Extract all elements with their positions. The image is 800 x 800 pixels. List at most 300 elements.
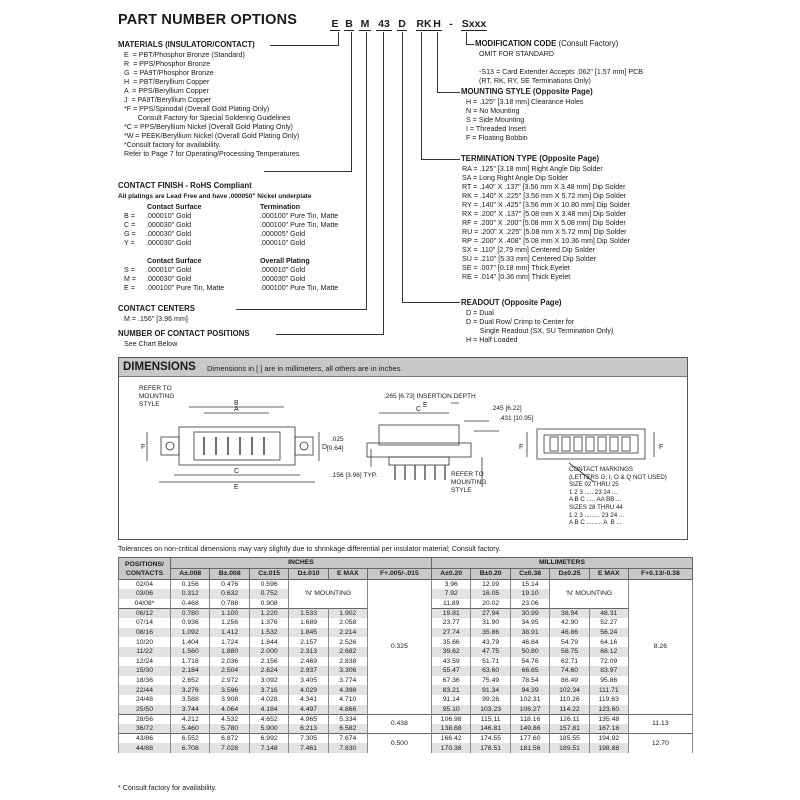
leader-line — [264, 171, 352, 172]
table-column-header: A±0.20 — [431, 569, 470, 580]
finish-cell: .000100" Pure Tin, Matte — [260, 284, 339, 292]
inch-cell: 2.156 — [249, 657, 288, 667]
part-number-example — [330, 18, 487, 38]
inch-cell: 2.157 — [289, 637, 328, 647]
material-option: E = PBT/Phosphor Bronze (Standard) — [124, 51, 245, 59]
inch-cell: 2.624 — [249, 666, 288, 676]
dim-064-label: [0.64] — [327, 445, 344, 452]
mm-cell: 167.18 — [589, 724, 628, 734]
f-inch-cell: 0.500 — [367, 734, 431, 753]
inch-cell: 0.788 — [210, 599, 249, 609]
table-column-header: D±0.25 — [550, 569, 589, 580]
finish-cell: .000030" Gold — [146, 275, 192, 283]
finish-cell: M = — [124, 275, 137, 283]
material-option: *C = PPS/Beryllium Nickel (Overall Gold Plating Only) — [124, 123, 293, 131]
mm-cell: 46.86 — [550, 628, 589, 638]
finish-cell: .000005" Gold — [260, 230, 306, 238]
inch-cell: 2.184 — [171, 666, 210, 676]
inch-cell: 0.156 — [171, 580, 210, 590]
finish-cell: C = — [124, 221, 136, 229]
inch-cell: 7.674 — [328, 734, 367, 744]
inch-cell: 3.276 — [171, 685, 210, 695]
mm-cell: 115.11 — [471, 714, 510, 724]
inch-cell: 2.469 — [289, 657, 328, 667]
table-column-header: F+.005/-.015 — [367, 569, 431, 580]
finish-cell: S = — [124, 266, 135, 274]
positions-cell: 03/06 — [119, 589, 171, 599]
inch-cell: 1.716 — [171, 657, 210, 667]
mm-cell: 68.12 — [589, 647, 628, 657]
positions-cell: 15/30 — [119, 666, 171, 676]
mm-cell: 63.60 — [471, 666, 510, 676]
termination-option: RX = .200" X .137" [5.08 mm X 3.48 mm] Dip Solder — [462, 210, 627, 218]
mm-cell: 7.92 — [431, 589, 470, 599]
col-millimeters: MILLIMETERS — [431, 558, 692, 569]
dimensions-panel — [118, 357, 688, 540]
mm-cell: 149.86 — [510, 724, 549, 734]
dimensions-header — [119, 358, 687, 377]
termination-option: SE = .007" [0.18 mm] Thick Eyelet — [462, 264, 570, 272]
dim-245-label: .245 [6.22] — [491, 405, 522, 412]
positions-heading: NUMBER OF CONTACT POSITIONS — [118, 329, 250, 338]
finish-cell: Y = — [124, 239, 135, 247]
termination-option: RF = .200" X .200" [5.08 mm X 5.08 mm] Dip Solder — [462, 219, 626, 227]
mm-cell: 46.84 — [510, 637, 549, 647]
part-number-segment: RK — [416, 18, 432, 30]
inch-cell: 7.148 — [249, 743, 288, 753]
dim-025-label: .025 — [331, 436, 344, 443]
inch-cell: 1.844 — [249, 637, 288, 647]
mounting-heading: MOUNTING STYLE (Opposite Page) — [461, 87, 593, 96]
inch-cell: 1.724 — [210, 637, 249, 647]
tolerance-note: Tolerances on non-critical dimensions may vary slightly due to shrinkage differential per insulator material; Consult factory. — [118, 545, 501, 553]
termination-option: SA = Long Right Angle Dip Solder — [462, 174, 569, 182]
modification-list — [479, 50, 643, 86]
inch-cell: 6.992 — [249, 734, 288, 744]
termination-list — [462, 165, 630, 282]
inch-cell: 1.092 — [171, 628, 210, 638]
mm-cell: 31.90 — [471, 618, 510, 628]
f-inch-cell: 0.438 — [367, 714, 431, 733]
mm-cell: 54.76 — [510, 657, 549, 667]
mm-cell: 55.47 — [431, 666, 470, 676]
inch-cell: 1.560 — [171, 647, 210, 657]
inch-cell: 0.312 — [171, 589, 210, 599]
col-inches: INCHES — [171, 558, 432, 569]
leader-line — [338, 32, 339, 46]
f-inch-cell: 0.325 — [367, 580, 431, 715]
inch-cell: 3.588 — [171, 695, 210, 705]
leader-line — [402, 32, 403, 303]
leader-line — [351, 32, 352, 172]
positions-cell: 08/16 — [119, 628, 171, 638]
inch-cell: 4.532 — [210, 714, 249, 724]
finish-cell: .000030" Gold — [260, 275, 306, 283]
part-number-segment: B — [345, 18, 353, 30]
table-column-header: C±0.38 — [510, 569, 549, 580]
mm-cell: 56.24 — [589, 628, 628, 638]
inch-cell: 5.780 — [210, 724, 249, 734]
mm-cell: 106.98 — [431, 714, 470, 724]
inch-cell: 1.220 — [249, 609, 288, 619]
mm-cell: 135.48 — [589, 714, 628, 724]
termination-option: SX = .110" [2.79 mm] Centered Dip Solder — [462, 246, 596, 254]
mm-cell: 91.34 — [471, 685, 510, 695]
readout-option: D = Dual — [466, 309, 494, 317]
inch-cell: 6.872 — [210, 734, 249, 744]
mm-cell: 58.75 — [550, 647, 589, 657]
inch-cell: 6.552 — [171, 734, 210, 744]
f-mm-cell: 8.26 — [628, 580, 692, 715]
inch-cell: 7.305 — [289, 734, 328, 744]
finish-col-overall: Overall Plating — [260, 257, 310, 265]
mm-cell: 138.68 — [431, 724, 470, 734]
inch-cell: 2.214 — [328, 628, 367, 638]
dim-label-f: F — [141, 444, 146, 451]
material-option: Consult Factory for Special Soldering Guidelines — [124, 114, 291, 122]
inch-cell: 1.845 — [289, 628, 328, 638]
mm-cell: 67.36 — [431, 676, 470, 686]
mm-cell: 123.60 — [589, 705, 628, 715]
mm-cell: 50.80 — [510, 647, 549, 657]
mm-cell: 34.95 — [510, 618, 549, 628]
inch-cell: 3.774 — [328, 676, 367, 686]
finish-note: All platings are Lead Free and have .000050" Nickel underplate — [118, 193, 312, 200]
termination-option: RT = .140" X .137" [3.56 mm X 3.48 mm] Dip Solder — [462, 183, 626, 191]
positions-cell: 12/24 — [119, 657, 171, 667]
mm-cell: 51.71 — [471, 657, 510, 667]
finish-cell: .000100" Pure Tin, Matte — [260, 212, 339, 220]
dim-label-f-end-2: F — [659, 444, 664, 451]
inch-cell: 4.398 — [328, 685, 367, 695]
dimensions-subtitle: Dimensions in [ ] are in millimeters, all others are in inches. — [207, 364, 403, 373]
table-column-header: C±.015 — [249, 569, 288, 580]
mounting-option: S = Side Mounting — [466, 116, 525, 124]
finish-cell: .000100" Pure Tin, Matte — [146, 284, 225, 292]
inch-cell: 5.334 — [328, 714, 367, 724]
leader-line — [421, 32, 422, 160]
mm-cell: 27.74 — [431, 628, 470, 638]
insertion-depth-label: .265 [6.73] INSERTION DEPTH — [384, 393, 476, 400]
part-number-segment: 43 — [376, 18, 392, 31]
material-option: *W = PEEK/Beryllium Nickel (Overall Gold Plating Only) — [124, 132, 300, 140]
inch-cell: 2.682 — [328, 647, 367, 657]
material-option: R = PPS/Phosphor Bronze — [124, 60, 211, 68]
readout-option: Single Readout (SX, SU Termination Only) — [466, 327, 614, 335]
inch-cell: 3.092 — [249, 676, 288, 686]
modification-option: -S13 = Card Extender Accepts .062" [1.57 mm] PCB — [479, 68, 643, 76]
inch-cell: 2.313 — [289, 647, 328, 657]
finish-cell: .000030" Gold — [146, 221, 192, 229]
inch-cell: 4.965 — [289, 714, 328, 724]
finish-cell: .000010" Gold — [260, 266, 306, 274]
dim-431-label: .431 [10.95] — [499, 415, 534, 422]
dimensions-table — [118, 557, 693, 753]
positions-cell: 07/14 — [119, 618, 171, 628]
part-number-segment: H — [433, 18, 441, 30]
table-row — [119, 714, 693, 724]
inch-cell: 6.213 — [289, 724, 328, 734]
f-mm-cell: 11.13 — [628, 714, 692, 733]
mm-cell: 19.10 — [510, 589, 549, 599]
positions-cell: 28/56 — [119, 714, 171, 724]
inch-cell: 1.404 — [171, 637, 210, 647]
dimensions-title: DIMENSIONS — [123, 361, 196, 373]
finish-col-contact-2: Contact Surface — [147, 257, 202, 265]
mm-cell: 166.42 — [431, 734, 470, 744]
mm-cell: 157.81 — [550, 724, 589, 734]
mm-cell: 3.96 — [431, 580, 470, 590]
mm-cell: 75.49 — [471, 676, 510, 686]
mounting-option: H = .125" [3.18 mm] Clearance Holes — [466, 98, 584, 106]
finish-cell: .000030" Gold — [146, 230, 192, 238]
mm-cell: 118.16 — [510, 714, 549, 724]
mm-cell: 64.16 — [589, 637, 628, 647]
page-title: PART NUMBER OPTIONS — [118, 12, 298, 28]
positions-cell: 43/86 — [119, 734, 171, 744]
mm-cell: 95.10 — [431, 705, 470, 715]
mm-cell: 23.06 — [510, 599, 549, 609]
mm-cell: 103.23 — [471, 705, 510, 715]
finish-cell: .000030" Gold — [146, 239, 192, 247]
inch-cell: 0.752 — [249, 589, 288, 599]
mm-cell: 178.51 — [471, 743, 510, 753]
mm-cell: 102.31 — [510, 695, 549, 705]
inch-cell: 7.461 — [289, 743, 328, 753]
mm-cell: 83.21 — [431, 685, 470, 695]
readout-list — [466, 309, 613, 345]
inch-cell: 3.908 — [210, 695, 249, 705]
modification-option — [479, 59, 643, 68]
contact-markings-label: CONTACT MARKINGS (LETTERS G, I, O & Q NOT USED) SIZE 02 THRU 25 1 2 3 ..... 23 24 ... A B C ..... AA BB ... SIZES 28 THRU 44 1 2 3 ......... 23 24 ... A B C ......... A B ... — [569, 466, 667, 527]
material-option: H = PBT/Beryllium Copper — [124, 78, 210, 86]
refer-mounting-label-1: REFER TO MOUNTING STYLE — [139, 385, 175, 408]
inch-cell: 3.306 — [328, 666, 367, 676]
inch-cell: 4.652 — [249, 714, 288, 724]
mm-cell: 12.09 — [471, 580, 510, 590]
finish-col-termination: Termination — [260, 203, 301, 211]
mm-cell: 39.62 — [431, 647, 470, 657]
termination-option: RA = .125" [3.18 mm] Right Angle Dip Solder — [462, 165, 603, 173]
inch-cell: 2.000 — [249, 647, 288, 657]
termination-option: RE = .014" [0.36 mm] Thick Eyelet — [462, 273, 571, 281]
material-option: G = PA9T/Phosphor Bronze — [124, 69, 214, 77]
material-option: A = PPS/Beryllium Copper — [124, 87, 209, 95]
positions-cell: 18/36 — [119, 676, 171, 686]
table-row — [119, 580, 693, 590]
inch-cell: 3.716 — [249, 685, 288, 695]
part-number-segment: E — [331, 18, 339, 30]
mm-cell: 177.60 — [510, 734, 549, 744]
dim-label-e: E — [234, 484, 239, 491]
inch-cell: 0.596 — [249, 580, 288, 590]
leader-line — [276, 334, 384, 335]
mm-cell: 174.55 — [471, 734, 510, 744]
mm-cell: 43.59 — [431, 657, 470, 667]
centers-heading: CONTACT CENTERS — [118, 304, 195, 313]
inch-cell: 1.880 — [210, 647, 249, 657]
dim-label-d: D — [322, 444, 328, 451]
mm-cell: 35.66 — [431, 637, 470, 647]
inch-cell: 0.468 — [171, 599, 210, 609]
inch-cell: 1.532 — [249, 628, 288, 638]
material-option: J = PA9T/Beryllium Copper — [124, 96, 212, 104]
inch-cell: 7.028 — [210, 743, 249, 753]
positions-cell: 22/44 — [119, 685, 171, 695]
positions-cell: 02/04 — [119, 580, 171, 590]
table-column-header: D±.010 — [289, 569, 328, 580]
inch-cell: 4.497 — [289, 705, 328, 715]
inch-cell: 0.936 — [171, 618, 210, 628]
mm-cell: 194.92 — [589, 734, 628, 744]
leader-line — [366, 32, 367, 310]
f-mm-cell: 12.70 — [628, 734, 692, 753]
mm-cell: 52.27 — [589, 618, 628, 628]
inch-cell: 2.526 — [328, 637, 367, 647]
inch-cell: 4.064 — [210, 705, 249, 715]
inch-cell: 1.256 — [210, 618, 249, 628]
termination-option: RU = .200" X .225" [5.08 mm X 5.72 mm] Dip Solder — [462, 228, 627, 236]
refer-mounting-label-2: REFER TO MOUNTING STYLE — [451, 471, 487, 494]
modification-option: (RT, RK, RY, SE Terminations Only) — [479, 77, 591, 85]
mm-cell: 66.65 — [510, 666, 549, 676]
inch-cell: 6.582 — [328, 724, 367, 734]
connector-top-view — [179, 427, 295, 465]
inch-cell: 4.184 — [249, 705, 288, 715]
mm-cell: 38.94 — [550, 609, 589, 619]
inch-cell: 0.908 — [249, 599, 288, 609]
mm-cell: 126.11 — [550, 714, 589, 724]
dim-label-a: A — [234, 406, 239, 413]
mm-cell: 35.86 — [471, 628, 510, 638]
mounting-list — [466, 98, 583, 143]
no-mounting-note-mm: 'N' MOUNTING — [550, 580, 628, 609]
inch-cell: 4.028 — [249, 695, 288, 705]
material-option: *Consult factory for availability. — [124, 141, 221, 149]
termination-heading: TERMINATION TYPE (Opposite Page) — [461, 154, 600, 163]
finish-cell: .000010" Gold — [260, 239, 306, 247]
inch-cell: 0.780 — [171, 609, 210, 619]
finish-cell: G = — [124, 230, 136, 238]
dim-label-e-side: E — [423, 402, 428, 409]
modification-option: OMIT FOR STANDARD — [479, 50, 555, 58]
inch-cell: 2.036 — [210, 657, 249, 667]
mm-cell: 16.05 — [471, 589, 510, 599]
positions-cell: 10/20 — [119, 637, 171, 647]
inch-cell: 0.476 — [210, 580, 249, 590]
mm-cell: 146.81 — [471, 724, 510, 734]
inch-cell: 1.100 — [210, 609, 249, 619]
mm-cell: 189.51 — [550, 743, 589, 753]
mm-cell: 48.31 — [589, 609, 628, 619]
finish-col-contact: Contact Surface — [147, 203, 202, 211]
dim-label-b: B — [234, 400, 239, 407]
table-row — [119, 734, 693, 744]
inch-cell: 6.708 — [171, 743, 210, 753]
finish-cell: .000100" Pure Tin, Matte — [260, 221, 339, 229]
part-number-segment: D — [398, 18, 406, 30]
mm-cell: 83.97 — [589, 666, 628, 676]
mm-cell: 54.79 — [550, 637, 589, 647]
mm-cell: 62.71 — [550, 657, 589, 667]
mm-cell: 198.88 — [589, 743, 628, 753]
inch-cell: 5.460 — [171, 724, 210, 734]
inch-cell: 2.972 — [210, 676, 249, 686]
inch-cell: 1.533 — [289, 609, 328, 619]
leader-line — [383, 32, 384, 335]
leader-line — [437, 92, 460, 93]
mm-cell: 38.91 — [510, 628, 549, 638]
inch-cell: 4.341 — [289, 695, 328, 705]
mounting-option: N = No Mounting — [466, 107, 520, 115]
mm-cell: 78.54 — [510, 676, 549, 686]
centers-line: M = .156" [3.96 mm] — [124, 315, 188, 323]
inch-cell: 4.710 — [328, 695, 367, 705]
inch-cell: 2.504 — [210, 666, 249, 676]
inch-cell: 1.412 — [210, 628, 249, 638]
finish-cell: B = — [124, 212, 135, 220]
mm-cell: 43.79 — [471, 637, 510, 647]
mm-cell: 47.75 — [471, 647, 510, 657]
mounting-option: F = Floating Bobbin — [466, 134, 528, 142]
mm-cell: 106.27 — [510, 705, 549, 715]
inch-cell: 1.689 — [289, 618, 328, 628]
part-number-segment: - — [449, 18, 453, 30]
positions-cell: 04/08* — [119, 599, 171, 609]
inch-cell: 2.058 — [328, 618, 367, 628]
inch-cell: 4.866 — [328, 705, 367, 715]
mounting-option: I = Threaded Insert — [466, 125, 527, 133]
inch-cell: 4.212 — [171, 714, 210, 724]
mm-cell: 42.90 — [550, 618, 589, 628]
mm-cell: 114.22 — [550, 705, 589, 715]
inch-cell: 2.838 — [328, 657, 367, 667]
inch-cell: 1.902 — [328, 609, 367, 619]
finish-cell: .000010" Gold — [146, 266, 192, 274]
positions-cell: 36/72 — [119, 724, 171, 734]
dim-label-c: C — [234, 468, 240, 475]
dim-label-c-side: C — [416, 406, 422, 413]
readout-heading: READOUT (Opposite Page) — [461, 298, 562, 307]
table-column-header: B±0.20 — [471, 569, 510, 580]
mm-cell: 74.60 — [550, 666, 589, 676]
mm-cell: 95.86 — [589, 676, 628, 686]
positions-cell: 11/22 — [119, 647, 171, 657]
modification-heading: MODIFICATION CODE (Consult Factory) — [475, 39, 619, 48]
inch-cell: 3.405 — [289, 676, 328, 686]
leader-line — [421, 159, 460, 160]
leader-line — [466, 44, 474, 45]
mm-cell: 23.77 — [431, 618, 470, 628]
leader-line — [437, 32, 438, 93]
no-mounting-note: 'N' MOUNTING — [289, 580, 367, 609]
dim-label-f-end: F — [519, 444, 524, 451]
mm-cell: 181.56 — [510, 743, 549, 753]
mm-cell: 11.89 — [431, 599, 470, 609]
inch-cell: 5.900 — [249, 724, 288, 734]
mm-cell: 110.26 — [550, 695, 589, 705]
table-column-header: E MAX — [589, 569, 628, 580]
finish-cell: .000010" Gold — [146, 212, 192, 220]
mm-cell: 185.55 — [550, 734, 589, 744]
leader-line — [402, 302, 460, 303]
table-column-header: E MAX — [328, 569, 367, 580]
dim-156-label: .156 [3.96] TYP. — [331, 472, 378, 479]
positions-cell: 44/88 — [119, 743, 171, 753]
positions-cell: 24/48 — [119, 695, 171, 705]
finish-heading: CONTACT FINISH - RoHS Compliant — [118, 181, 252, 190]
materials-list — [124, 51, 299, 159]
